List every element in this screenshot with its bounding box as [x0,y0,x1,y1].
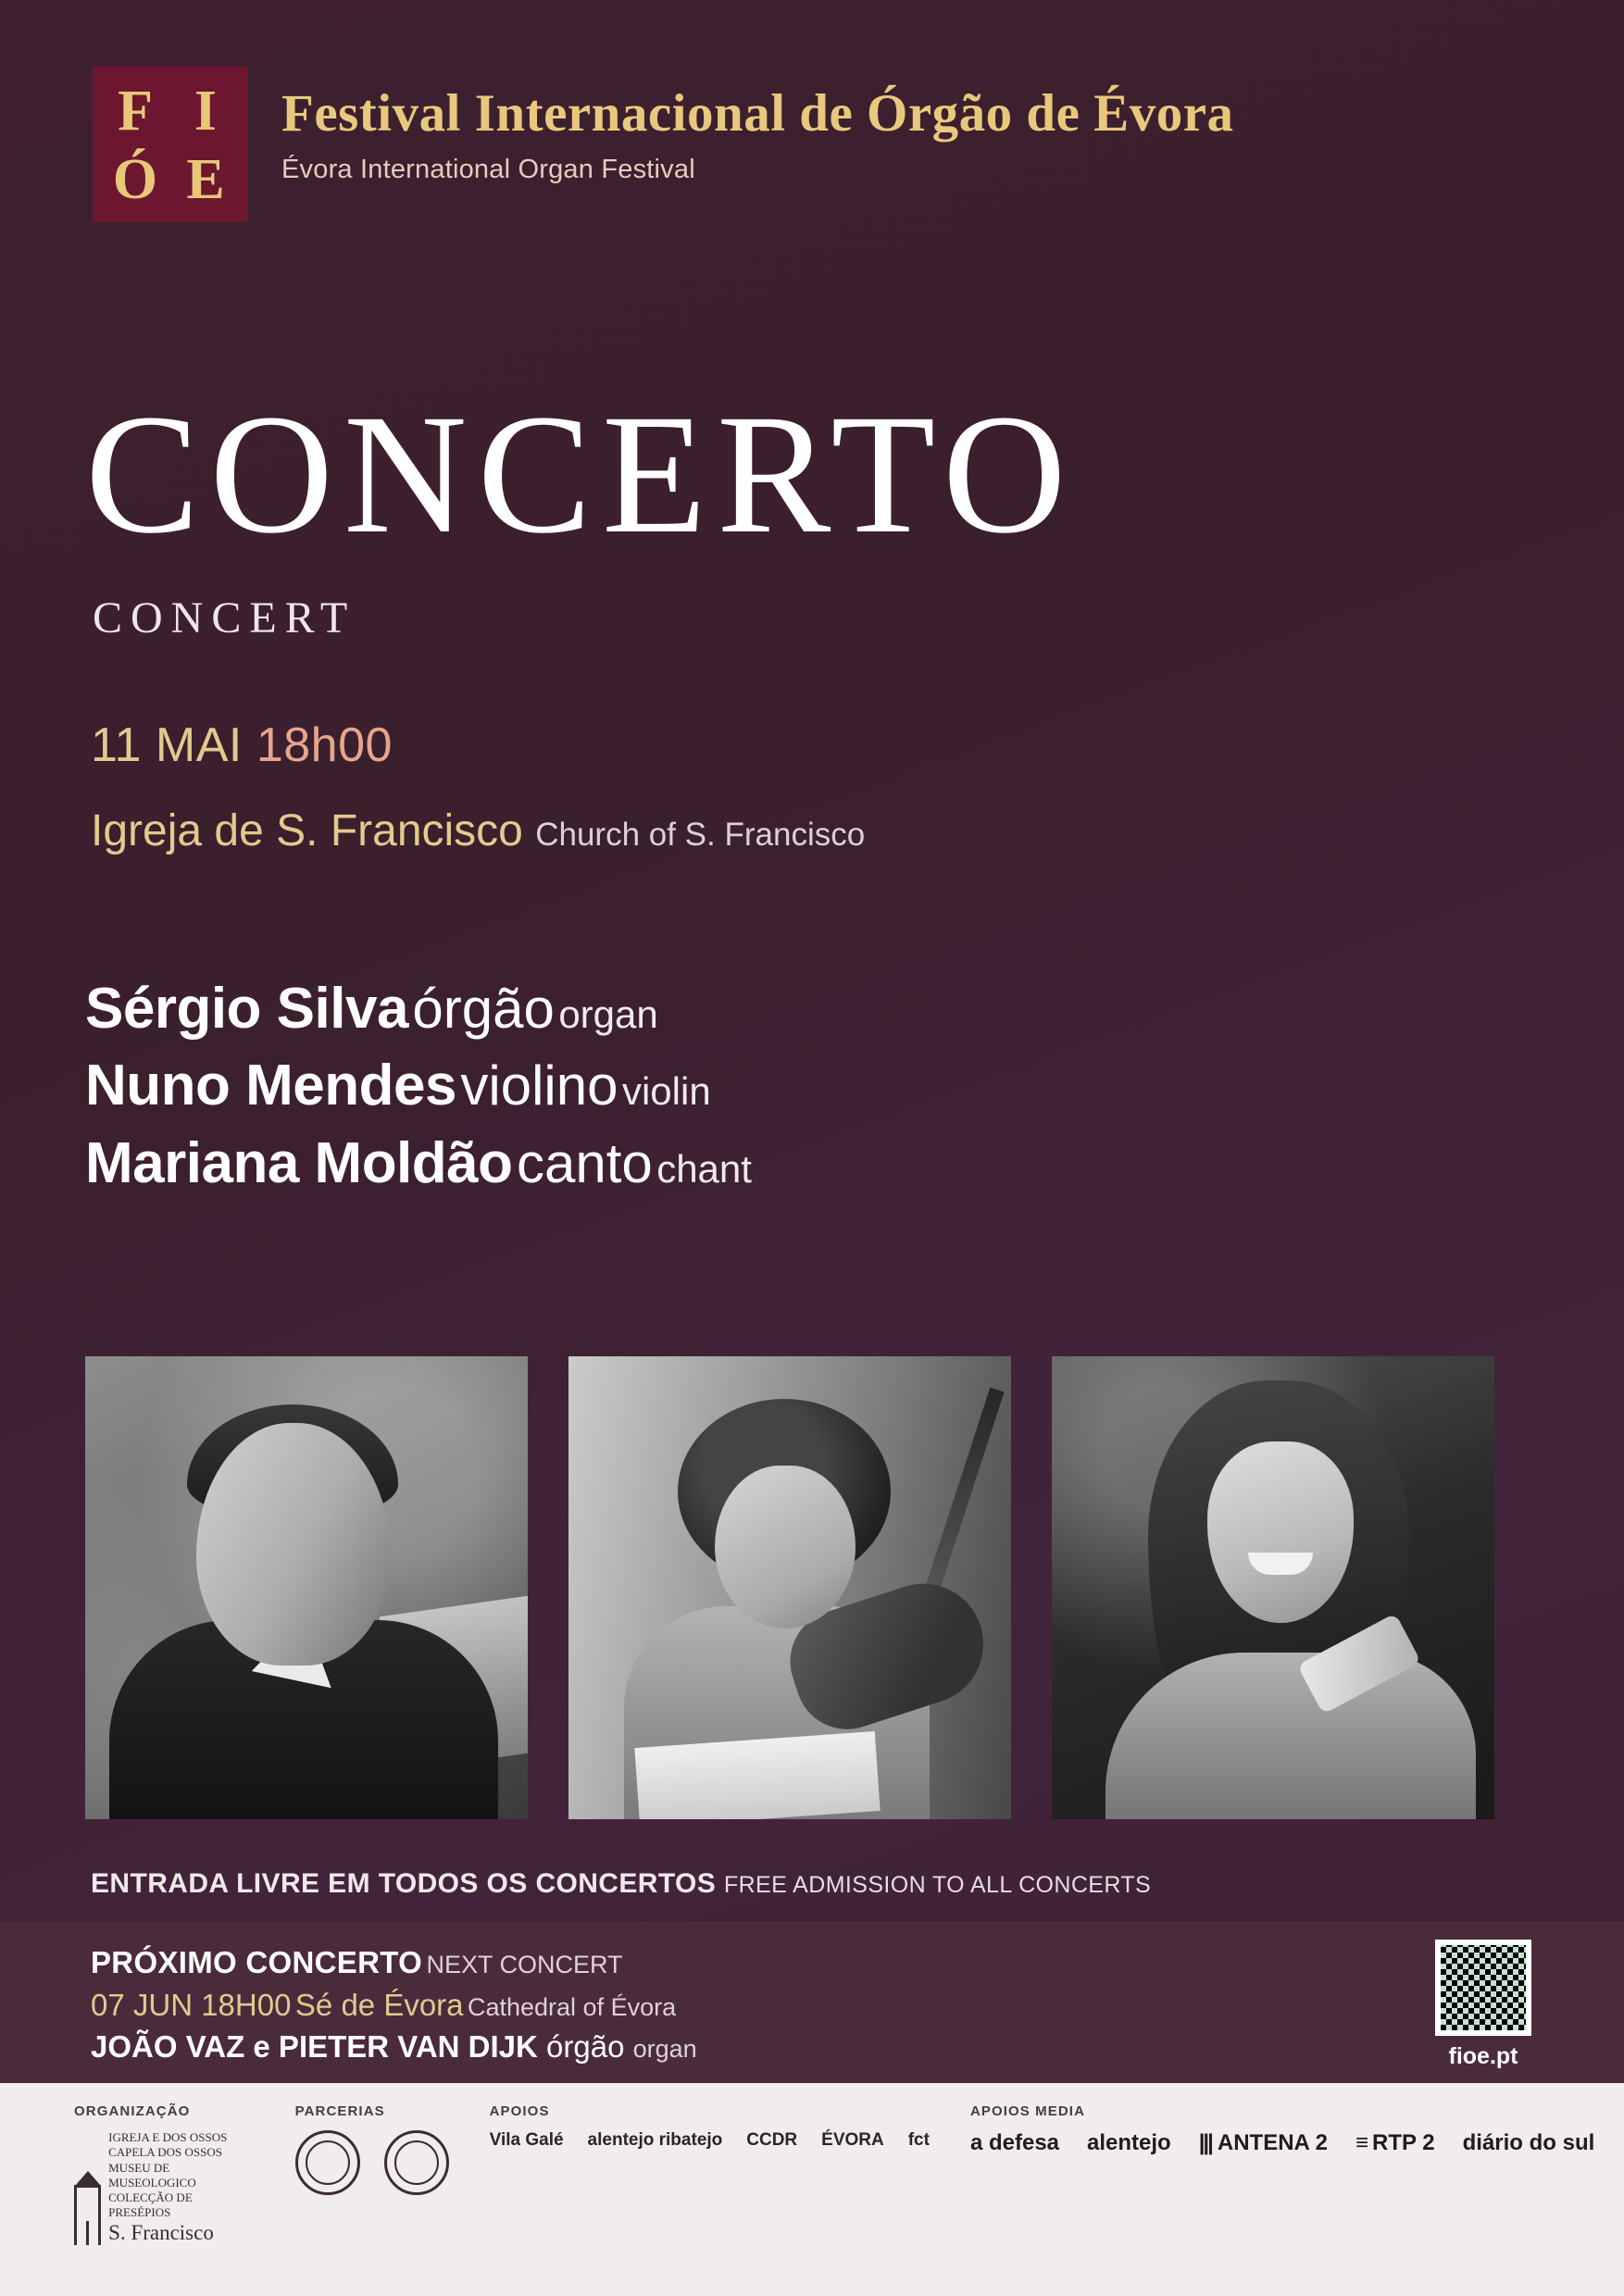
media-logo-a-defesa: a defesa [969,2130,1060,2155]
next-concert-role-pt: órgão [546,2029,625,2065]
signal-icon: ≡ [1355,2130,1368,2155]
organizer-title: S. Francisco [108,2220,214,2244]
organizer-name [108,2130,254,2245]
organizer-sub: IGREJA E DOS OSSOS CAPELA DOS OSSOS MUSEU DE MUSEOLOGICO COLECÇÃO DE PRESÉPIOS [108,2130,228,2220]
performer-role-pt: canto [516,1131,653,1194]
signal-icon: ||| [1198,2130,1212,2155]
next-concert-label-en: NEXT CONCERT [426,1951,623,1978]
next-concert-date: 07 JUN 18H00 [91,1987,292,2022]
next-concert-artists: JOÃO VAZ e PIETER VAN DIJK [91,2029,538,2065]
media-logo-antena-2: ||| ANTENA 2 [1198,2130,1328,2155]
performer-name: Nuno Mendes [85,1054,456,1118]
event-time: 18h00 [256,718,393,772]
qr-code-block[interactable] [1435,1940,1531,2070]
performer-row [85,977,752,1041]
support-name: fct [907,2130,930,2150]
performer-name: Sérgio Silva [85,977,408,1041]
logo-letter-o: Ó [112,148,158,211]
performer-row [85,1131,752,1195]
partner-logo-cabido-da-se [384,2130,449,2195]
free-admission-note [91,1868,1151,1900]
support-name: alentejo ribatejo [587,2130,723,2150]
event-venue-en: Church of S. Francisco [535,817,866,853]
next-concert-heading [91,1941,697,1984]
support-name: Vila Galé [489,2130,564,2150]
igreja-sao-francisco-logo [74,2130,255,2245]
free-admission-pt: ENTRADA LIVRE EM TODOS OS CONCERTOS [91,1868,717,1899]
next-concert-venue-en: Cathedral of Évora [467,1992,677,2021]
photo-sergio-silva [85,1356,528,1819]
footer-section-apoios-media [970,2103,1594,2156]
support-logo-evora [821,2130,884,2151]
logo-letter-e: E [186,148,225,211]
fioe-logo [93,67,248,222]
next-concert-band [0,1921,1624,2083]
support-logo-fct [908,2130,930,2151]
event-venue [91,805,865,856]
event-date: 11 MAI [91,718,243,772]
festival-title-block [281,67,1234,185]
sponsors-footer [0,2083,1624,2296]
festival-title-pt: Festival Internacional de Órgão de Évora [281,84,1234,143]
support-logo-ccdr [746,2130,797,2151]
footer-section-parcerias [295,2103,449,2195]
page-title: CONCERTO [85,380,1077,569]
next-concert-venue-pt: Sé de Évora [294,1987,464,2022]
next-concert-label-pt: PRÓXIMO CONCERTO [91,1945,423,1979]
partner-logo-espirito-santo [295,2130,360,2195]
performer-role-en: violin [621,1069,711,1114]
church-icon [74,2185,101,2245]
next-concert-info [91,1941,697,2068]
logo-letter-f: F [118,80,153,143]
event-date-time [91,718,393,773]
performer-row [85,1054,752,1117]
performer-name: Mariana Moldão [85,1130,513,1195]
footer-heading: ORGANIZAÇÃO [74,2103,191,2119]
performer-photos [85,1356,1494,1819]
support-name: CCDR [746,2130,798,2150]
support-logo-alentejo-ribatejo [588,2130,723,2151]
website-label[interactable]: fioe.pt [1448,2043,1518,2069]
media-logo-alentejo: alentejo [1087,2130,1171,2155]
festival-title-en: Évora International Organ Festival [281,155,695,184]
page-title-en: CONCERT [93,593,356,643]
footer-heading: APOIOS [489,2103,550,2119]
footer-heading: APOIOS MEDIA [969,2103,1085,2119]
performer-role-en: chant [656,1146,752,1191]
performer-role-pt: órgão [412,978,555,1040]
performer-role-pt: violino [460,1054,618,1117]
qr-code-icon[interactable] [1435,1940,1531,2036]
event-venue-pt: Igreja de S. Francisco [91,806,523,855]
footer-section-apoios [490,2103,930,2151]
free-admission-en: FREE ADMISSION TO ALL CONCERTS [723,1872,1152,1898]
support-name: ÉVORA [821,2130,884,2150]
footer-section-organizacao [74,2103,255,2245]
performer-role-en: organ [558,992,658,1036]
festival-header [93,67,1234,222]
footer-heading: PARCERIAS [294,2103,385,2119]
performer-list [85,977,752,1208]
logo-letter-i: I [194,80,218,143]
next-concert-artists-row [91,2026,697,2068]
next-concert-datetime-row [91,1984,697,2027]
next-concert-role-en: organ [632,2035,697,2064]
photo-nuno-mendes [568,1356,1011,1819]
media-logo-rtp-2: ≡ RTP 2 [1355,2130,1435,2155]
photo-mariana-moldao [1052,1356,1494,1819]
support-logo-vila-gale [490,2130,564,2151]
media-logo-diario-do-sul: diário do sul [1462,2130,1595,2155]
